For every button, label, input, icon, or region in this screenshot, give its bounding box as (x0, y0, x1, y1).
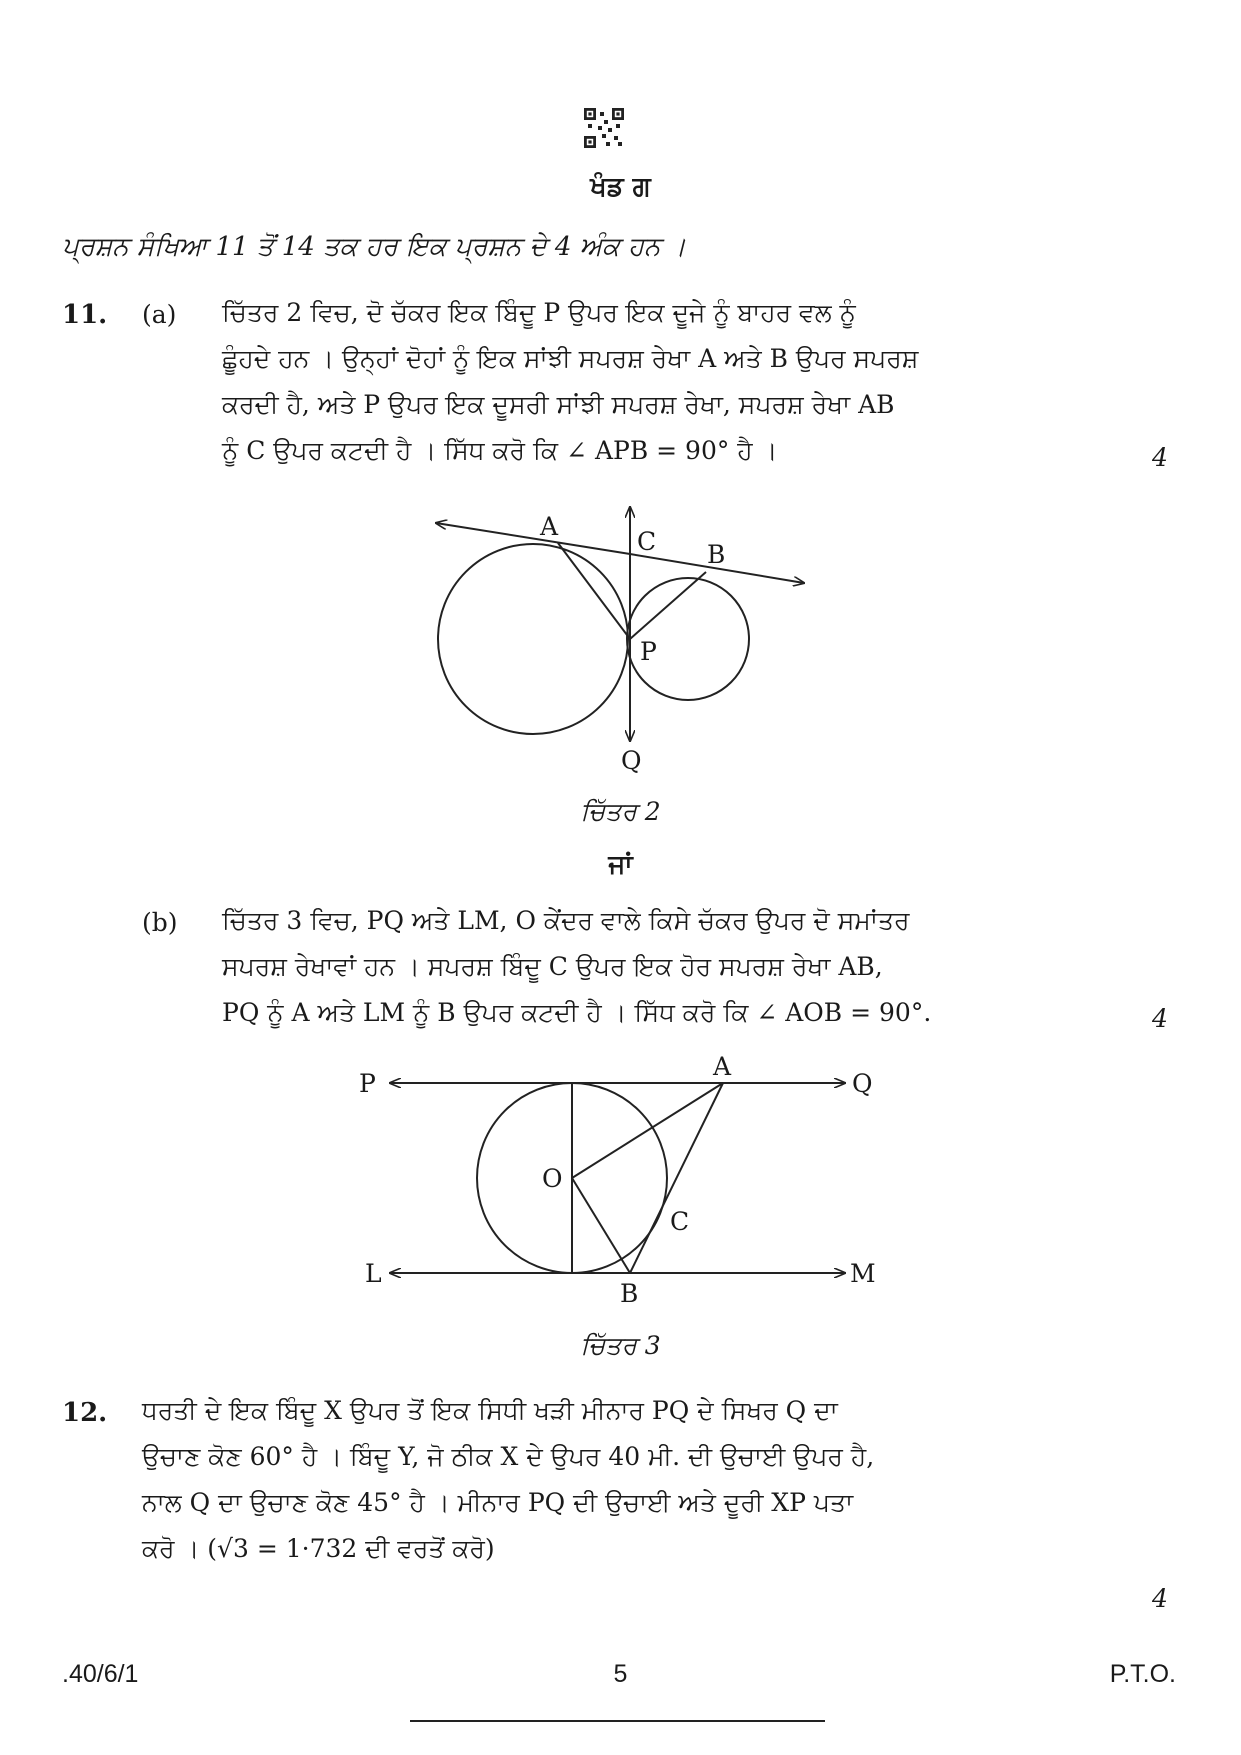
text-line: ਕਰਦੀ ਹੈ, ਅਤੇ P ਉਪਰ ਇਕ ਦੂਸਰੀ ਸਾਂਝੀ ਸਪਰਸ਼ ਰੇਖਾ, ਸਪਰਸ਼ ਰੇਖਾ AB (222, 390, 895, 419)
question-11b-text (222, 898, 1117, 1036)
marks-11b: 4 (1152, 1004, 1168, 1033)
figure-2-diagram (420, 500, 820, 775)
section-instructions: ਪ੍ਰਸ਼ਨ ਸੰਖਿਆ 11 ਤੋਂ 14 ਤਕ ਹਰ ਇਕ ਪ੍ਰਸ਼ਨ ਦੇ 4 ਅੰਕ ਹਨ । (62, 232, 686, 262)
figure-2-caption: ਚਿੱਤਰ 2 (580, 797, 661, 826)
figure-3-caption: ਚਿੱਤਰ 3 (580, 1331, 661, 1360)
label-l: L (365, 1259, 382, 1288)
label-p: P (640, 637, 657, 666)
label-p: P (359, 1069, 376, 1098)
segment-ob (572, 1178, 630, 1273)
text-line: ਚਿੱਤਰ 3 ਵਿਚ, PQ ਅਤੇ LM, O ਕੇਂਦਰ ਵਾਲੇ ਕਿਸੇ ਚੱਕਰ ਉਪਰ ਦੋ ਸਮਾਂਤਰ (222, 906, 910, 935)
text-line: ਉਚਾਣ ਕੋਣ 60° ਹੈ । ਬਿੰਦੂ Y, ਜੋ ਠੀਕ X ਦੇ ਉਪਰ 40 ਮੀ. ਦੀ ਉਚਾਈ ਉਪਰ ਹੈ, (142, 1442, 875, 1471)
text-line: ਕਰੋ । (√3 = 1·732 ਦੀ ਵਰਤੋਂ ਕਰੋ) (142, 1534, 495, 1563)
label-o: O (542, 1164, 563, 1193)
label-a: A (540, 512, 559, 541)
question-11a-text (222, 290, 1117, 474)
part-label-b: (b) (142, 908, 178, 937)
marks-11a: 4 (1152, 443, 1168, 472)
footer-rule (410, 1720, 825, 1722)
text-line: PQ ਨੂੰ A ਅਤੇ LM ਨੂੰ B ਉਪਰ ਕਟਦੀ ਹੈ । ਸਿੱਧ ਕਰੋ ਕਿ ∠ AOB = 90°. (222, 998, 932, 1027)
text-line: ਚਿੱਤਰ 2 ਵਿਚ, ਦੋ ਚੱਕਰ ਇਕ ਬਿੰਦੂ P ਉਪਰ ਇਕ ਦੂਜੇ ਨੂੰ ਬਾਹਰ ਵਲ ਨੂੰ (222, 298, 856, 327)
label-q: Q (621, 746, 642, 775)
part-label-a: (a) (142, 300, 177, 329)
label-a: A (713, 1055, 732, 1081)
label-b: B (620, 1279, 639, 1308)
paper-code: .40/6/1 (62, 1660, 139, 1688)
section-title: ਖੰਡ ਗ (590, 172, 651, 202)
question-12-text (142, 1388, 1117, 1572)
tangent-line-ab-left (436, 523, 630, 554)
text-line: ਛੂੰਹਦੇ ਹਨ । ਉਨ੍ਹਾਂ ਦੋਹਾਂ ਨੂੰ ਇਕ ਸਾਂਝੀ ਸਪਰਸ਼ ਰੇਖਾ A ਅਤੇ B ਉਪਰ ਸਪਰਸ਼ (222, 344, 919, 373)
or-separator: ਜਾਂ (608, 850, 633, 880)
label-m: M (850, 1259, 876, 1288)
segment-ap (558, 543, 630, 639)
text-line: ਨੂੰ C ਉਪਰ ਕਟਦੀ ਹੈ । ਸਿੱਧ ਕਰੋ ਕਿ ∠ APB = 90° ਹੈ । (222, 436, 778, 465)
marks-12: 4 (1152, 1584, 1168, 1613)
large-circle (438, 544, 628, 734)
label-c: C (637, 527, 657, 556)
text-line: ਨਾਲ Q ਦਾ ਉਚਾਣ ਕੋਣ 45° ਹੈ । ਮੀਨਾਰ PQ ਦੀ ਉਚਾਈ ਅਤੇ ਦੂਰੀ XP ਪਤਾ (142, 1488, 854, 1517)
question-number-12: 12. (62, 1398, 108, 1428)
pto-label: P.T.O. (1109, 1660, 1176, 1688)
label-b: B (707, 540, 726, 569)
label-q: Q (852, 1069, 873, 1098)
question-number-11: 11. (62, 300, 108, 330)
text-line: ਧਰਤੀ ਦੇ ਇਕ ਬਿੰਦੂ X ਉਪਰ ਤੋਂ ਇਕ ਸਿਧੀ ਖੜੀ ਮੀਨਾਰ PQ ਦੇ ਸਿਖਰ Q ਦਾ (142, 1396, 838, 1425)
qr-code-icon (584, 108, 624, 148)
page-number: 5 (613, 1660, 628, 1688)
text-line: ਸਪਰਸ਼ ਰੇਖਾਵਾਂ ਹਨ । ਸਪਰਸ਼ ਬਿੰਦੂ C ਉਪਰ ਇਕ ਹੋਰ ਸਪਰਸ਼ ਰੇਖਾ AB, (222, 952, 883, 981)
figure-3-diagram (355, 1055, 885, 1310)
label-c: C (670, 1207, 690, 1236)
